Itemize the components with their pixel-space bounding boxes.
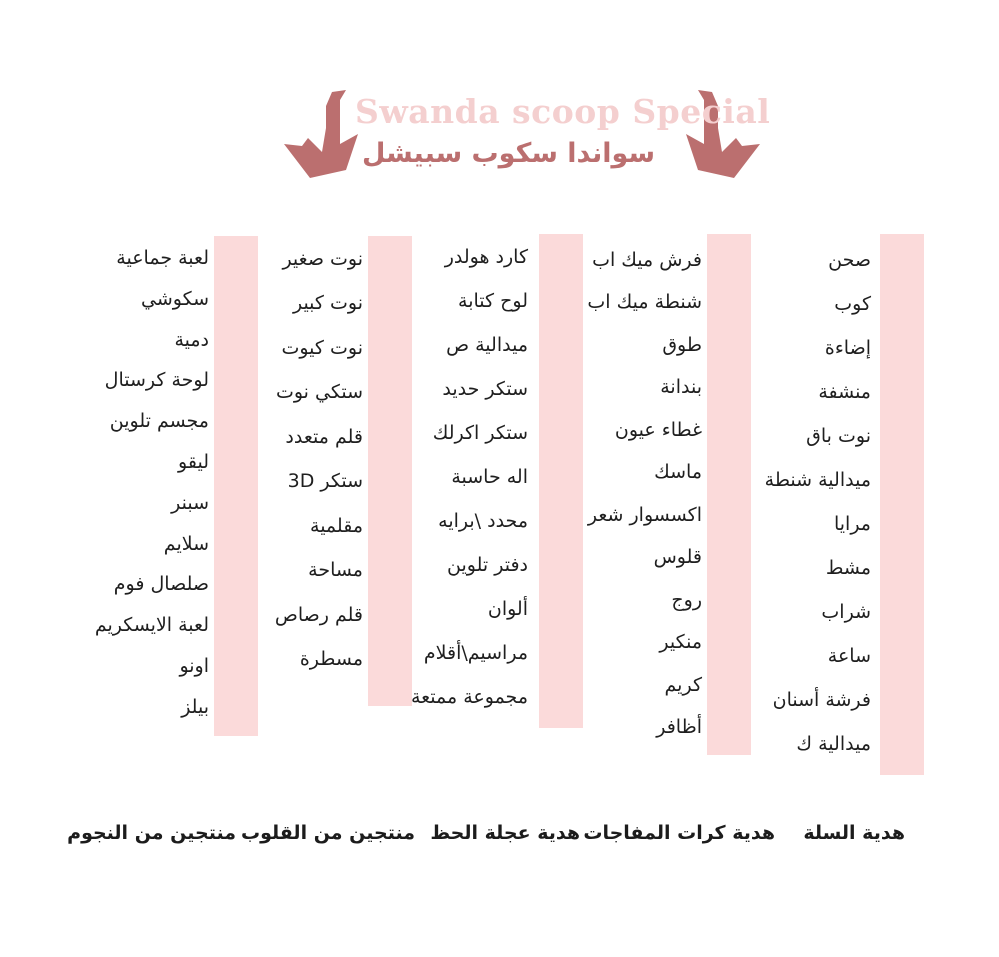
- list-item: نوت صغير: [282, 248, 363, 270]
- list-item: محدد \برايه: [438, 510, 528, 532]
- list-item: أظافر: [656, 716, 702, 738]
- list-item: لعبة جماعية: [116, 247, 209, 269]
- list-item: ستكر حديد: [442, 378, 528, 400]
- list-item: ماسك: [654, 461, 702, 483]
- list-item: سلايم: [163, 533, 209, 555]
- list-item: دفتر تلوين: [447, 554, 528, 576]
- list-item: نوت كيوت: [281, 337, 363, 359]
- list-item: روج: [671, 589, 702, 611]
- list-item: طوق: [662, 334, 702, 356]
- list-item: بيلز: [181, 696, 209, 718]
- item-list-basket: [691, 247, 871, 767]
- list-item: منكير: [659, 631, 702, 653]
- list-item: شنطة ميك اب: [587, 291, 702, 313]
- swan-left-icon: [280, 88, 360, 183]
- list-item: لعبة الايسكريم: [94, 614, 209, 636]
- title-english: Swanda scoop Special: [355, 92, 771, 131]
- list-item: كارد هولدر: [444, 246, 528, 268]
- list-item: بندانة: [660, 376, 702, 398]
- list-item: ميدالية ص: [446, 334, 528, 356]
- list-item: مراسيم\أقلام: [423, 642, 528, 664]
- list-item: لوح كتابة: [458, 290, 528, 312]
- list-item: ستكي نوت: [275, 381, 363, 403]
- list-item: صلصال فوم: [113, 573, 209, 595]
- list-item: نوت كبير: [292, 292, 363, 314]
- list-item: مجسم تلوين: [109, 410, 209, 432]
- title-arabic: سواندا سكوب سبيشل: [361, 138, 655, 169]
- list-item: لوحة كرستال: [104, 369, 209, 391]
- item-list-stars: [19, 245, 209, 725]
- list-item: مشط: [825, 557, 871, 579]
- list-item: صحن: [828, 249, 871, 271]
- item-list-hearts: [183, 246, 363, 686]
- list-item: سبنر: [171, 492, 209, 514]
- column-bar-1: [880, 234, 924, 775]
- list-item: مرايا: [833, 513, 871, 535]
- category-label-hearts: منتجين من القلوب: [241, 822, 415, 844]
- category-label-surprise-balls: هدية كرات المفاجات: [583, 822, 775, 844]
- list-item: فرش ميك اب: [592, 249, 702, 271]
- list-item: منشفة: [818, 381, 871, 403]
- list-item: اكسسوار شعر: [587, 504, 702, 526]
- list-item: مسطرة: [299, 648, 363, 670]
- list-item: ستكر 3D: [287, 470, 363, 492]
- list-item: شراب: [821, 601, 871, 623]
- list-item: ألوان: [487, 598, 528, 620]
- category-label-lucky-wheel: هدية عجلة الحظ: [430, 822, 580, 844]
- list-item: اونو: [179, 655, 209, 677]
- list-item: دمية: [174, 329, 209, 351]
- list-item: ستكر اكرلك: [432, 422, 528, 444]
- list-item: ليقو: [178, 451, 209, 473]
- item-list-lucky-wheel: [348, 244, 528, 724]
- list-item: قلم رصاص: [274, 604, 363, 626]
- list-item: نوت باق: [806, 425, 871, 447]
- list-item: مقلمية: [310, 515, 363, 537]
- list-item: كوب: [834, 293, 871, 315]
- list-item: إضاءة: [824, 337, 871, 359]
- category-label-stars: منتجين من النجوم: [67, 822, 236, 844]
- list-item: ميدالية شنطة: [764, 469, 871, 491]
- list-item: قلم متعدد: [285, 426, 363, 448]
- list-item: كريم: [664, 674, 702, 696]
- list-item: مجموعة ممتعة: [410, 686, 528, 708]
- list-item: ميدالية ك: [796, 733, 871, 755]
- list-item: قلوس: [653, 546, 702, 568]
- list-item: مساحة: [308, 559, 363, 581]
- list-item: غطاء عيون: [614, 419, 702, 441]
- list-item: ساعة: [827, 645, 871, 667]
- list-item: اله حاسبة: [451, 466, 528, 488]
- list-item: سكوشي: [141, 288, 209, 310]
- list-item: فرشة أسنان: [772, 689, 871, 711]
- item-list-surprise-balls: [522, 247, 702, 767]
- category-label-basket: هدية السلة: [803, 822, 905, 844]
